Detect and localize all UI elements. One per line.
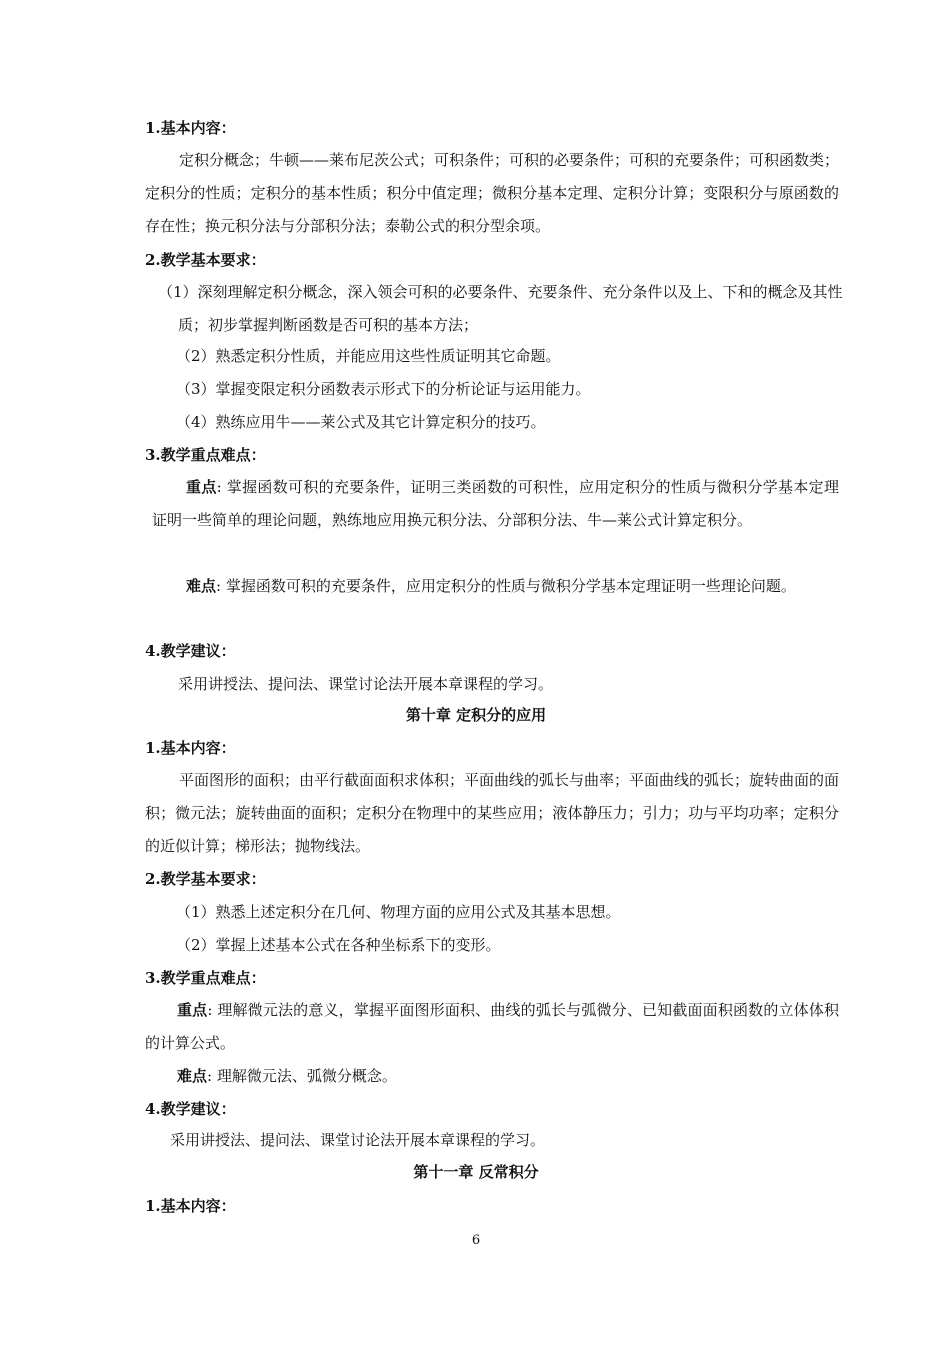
heading-teaching-requirements: 2.教学基本要求： [145, 251, 266, 269]
heading-key-points: 3.教学重点难点： [145, 446, 266, 464]
teaching-advice-text: 采用讲授法、提问法、课堂讨论法开展本章课程的学习。 [170, 1131, 546, 1149]
difficulty-line [177, 1065, 397, 1087]
difficulty-text: : 理解微元法、弧微分概念。 [207, 1067, 397, 1085]
key-point-text: : 理解微元法的意义，掌握平面图形面积、曲线的弧长与弧微分、已知截面面积函数的立体体积的计算公式。 [145, 1001, 839, 1052]
page-number: 6 [471, 1233, 481, 1248]
chapter-11-title: 第十一章 反常积分 [413, 1163, 539, 1181]
requirement-item: （2）掌握上述基本公式在各种坐标系下的变形。 [176, 936, 501, 954]
heading-teaching-requirements: 2.教学基本要求： [145, 870, 266, 888]
key-point-paragraph [145, 994, 839, 1060]
basic-content-paragraph: 定积分概念；牛顿——莱布尼茨公式；可积条件；可积的必要条件；可积的充要条件；可积函数类；定积分的性质；定积分的基本性质；积分中值定理；微积分基本定理、定积分计算；变限积分与原函数的存在性；换元积分法与分部积分法；泰勒公式的积分型余项。 [145, 151, 840, 235]
heading-basic-content: 1.基本内容： [145, 1197, 236, 1215]
requirement-item: （1）熟悉上述定积分在几何、物理方面的应用公式及其基本思想。 [176, 903, 621, 921]
difficulty-label: 难点 [186, 577, 217, 595]
difficulty-paragraph [152, 570, 839, 603]
key-point-label: 重点 [186, 478, 217, 496]
heading-teaching-advice: 4.教学建议： [145, 1100, 236, 1118]
key-point-paragraph [152, 471, 839, 537]
heading-basic-content: 1.基本内容： [145, 739, 236, 757]
heading-basic-content: 1.基本内容： [145, 119, 236, 137]
requirement-item: （1）深刻理解定积分概念，深入领会可积的必要条件、充要条件、充分条件以及上、下和的概念及其性质；初步掌握判断函数是否可积的基本方法； [158, 283, 843, 334]
difficulty-text: : 掌握函数可积的充要条件，应用定积分的性质与微积分学基本定理证明一些理论问题。 [216, 577, 796, 595]
teaching-advice-text: 采用讲授法、提问法、课堂讨论法开展本章课程的学习。 [178, 675, 554, 693]
basic-content-paragraph: 平面图形的面积；由平行截面面积求体积；平面曲线的弧长与曲率；平面曲线的弧长；旋转曲面的面积；微元法；旋转曲面的面积；定积分在物理中的某些应用；液体静压力；引力；功与平均功率；定积分的近似计算；梯形法；抛物线法。 [145, 771, 840, 855]
heading-key-points: 3.教学重点难点： [145, 969, 266, 987]
key-point-label: 重点 [177, 1001, 208, 1019]
heading-teaching-advice: 4.教学建议： [145, 642, 236, 660]
requirement-item: （3）掌握变限定积分函数表示形式下的分析论证与运用能力。 [176, 380, 591, 398]
difficulty-label: 难点 [177, 1067, 208, 1085]
requirement-item: （2）熟悉定积分性质，并能应用这些性质证明其它命题。 [176, 347, 561, 365]
key-point-text: : 掌握函数可积的充要条件，证明三类函数的可积性，应用定积分的性质与微积分学基本定理证明一些简单的理论问题，熟练地应用换元积分法、分部积分法、牛—莱公式计算定积分。 [152, 478, 839, 529]
requirement-item: （4）熟练应用牛——莱公式及其它计算定积分的技巧。 [176, 413, 546, 431]
chapter-10-title: 第十章 定积分的应用 [405, 706, 547, 724]
